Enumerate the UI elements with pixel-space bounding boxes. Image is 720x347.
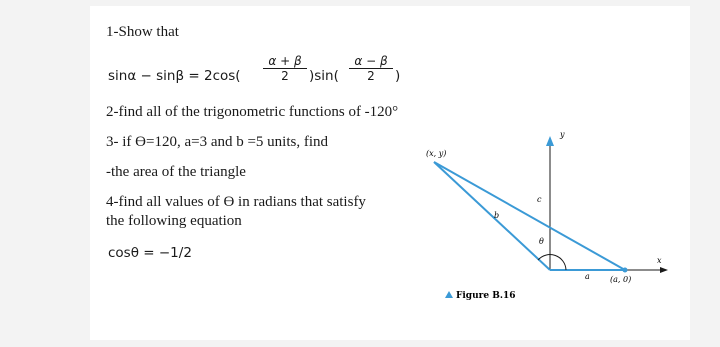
problem-4-equation: cosθ = −1/2 [108, 245, 192, 261]
caption-triangle-icon [445, 291, 453, 298]
fraction-denominator: 2 [281, 69, 289, 83]
identity-left-side: sinα − sinβ = 2cos( [108, 68, 241, 84]
side-c-line [434, 162, 625, 270]
y-axis-label: y [560, 130, 565, 139]
side-b-label: b [494, 211, 500, 220]
y-axis [546, 136, 554, 270]
identity-close-paren: ) [395, 68, 401, 84]
fraction-numerator: α − β [354, 54, 388, 68]
x-axis-label: x [657, 256, 662, 265]
point-a-marker [623, 268, 628, 273]
point-xy-label: (x, y) [426, 149, 447, 158]
problem-4-line-2: the following equation [106, 213, 242, 229]
problem-4-line-1: 4-find all values of ϴ in radians that satisfy [106, 194, 366, 210]
figure-b16 [90, 6, 690, 340]
theta-label: θ [539, 237, 544, 246]
problem-3: 3- if ϴ=120, a=3 and b =5 units, find [106, 134, 329, 150]
fraction-denominator: 2 [367, 69, 375, 83]
side-c-label: c [537, 195, 542, 204]
problem-1-heading: 1-Show that [106, 24, 179, 40]
point-a-label: (a, 0) [610, 275, 632, 284]
side-b-line [434, 162, 550, 270]
problem-card [90, 6, 690, 340]
figure-caption: Figure B.16 [456, 291, 516, 301]
problem-2: 2-find all of the trigonometric functions of -120° [106, 104, 399, 120]
problem-3-subpart: -the area of the triangle [106, 164, 246, 180]
identity-sin-part: )sin( [309, 68, 339, 84]
fraction-numerator: α + β [268, 54, 302, 68]
side-a-label: a [585, 272, 590, 281]
